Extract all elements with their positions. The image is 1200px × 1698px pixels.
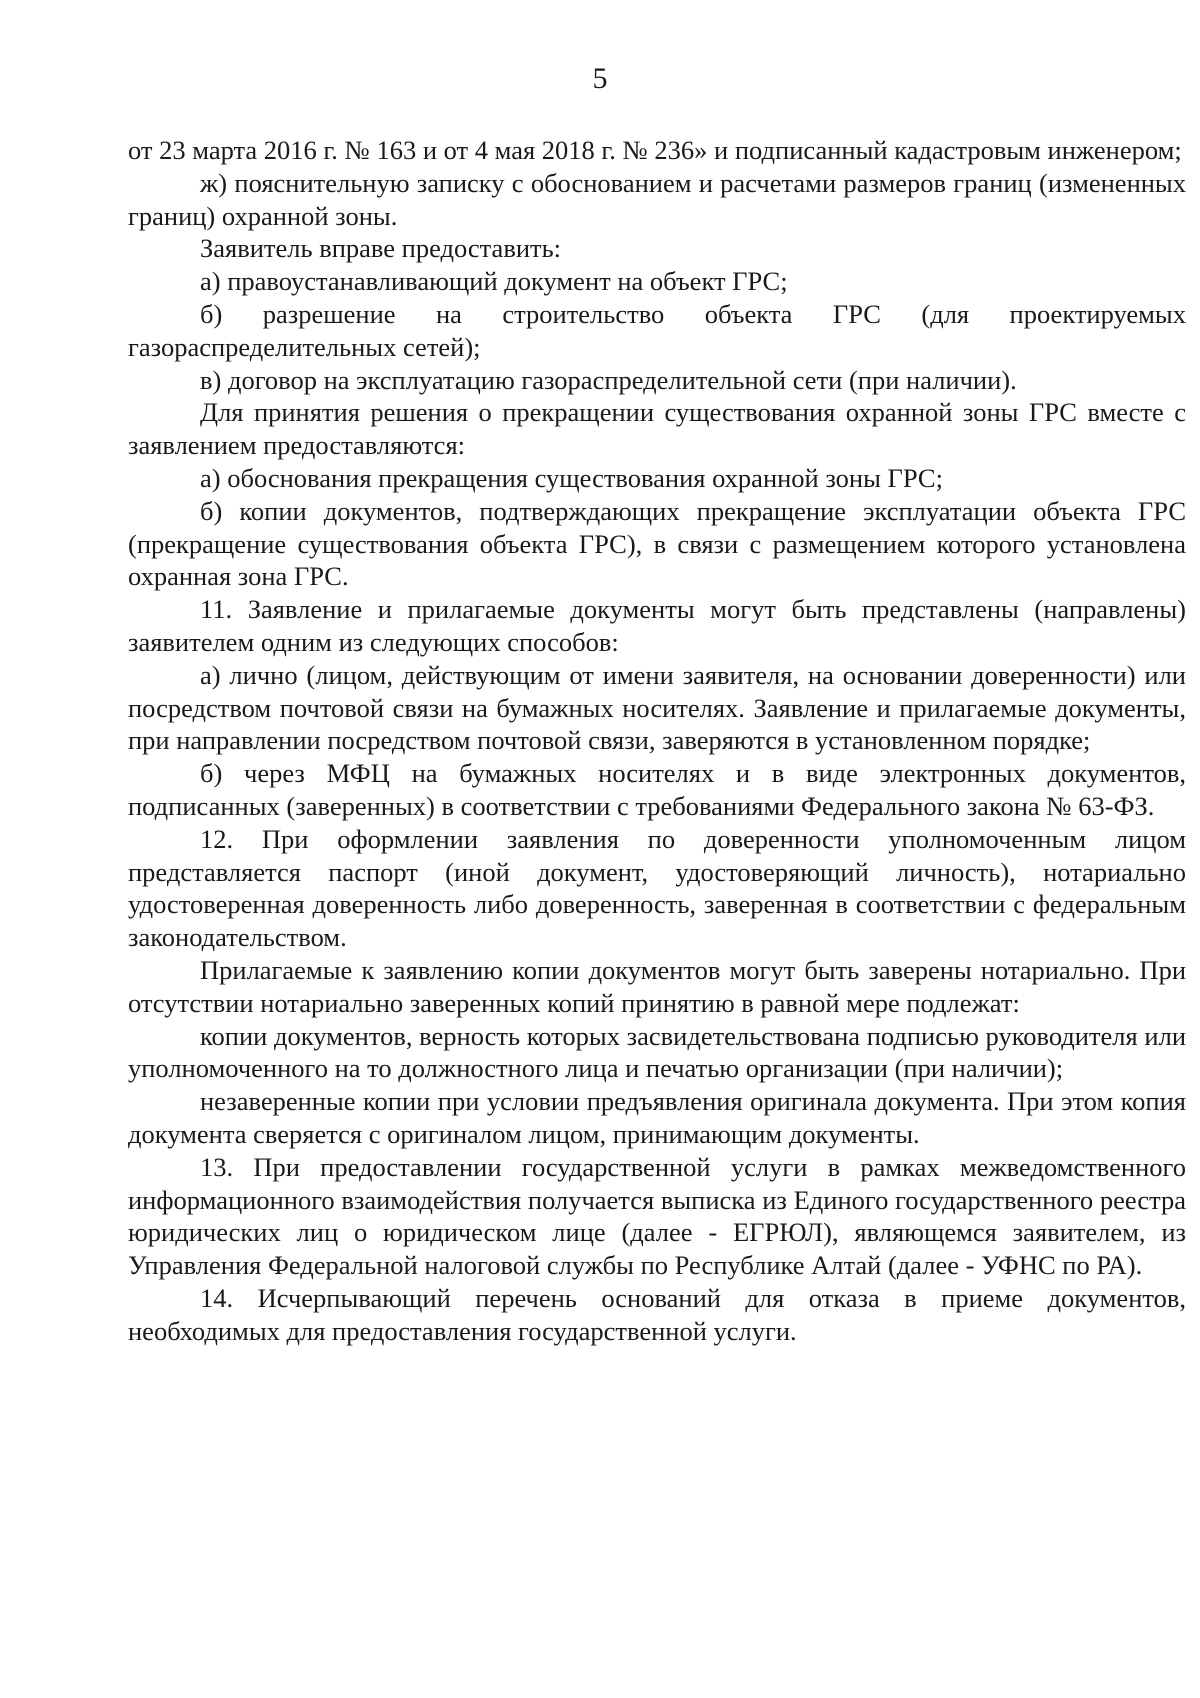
paragraph: Для принятия решения о прекращении существования охранной зоны ГРС вместе с заявлением предоставляются: — [128, 397, 1186, 461]
paragraph: 12. При оформлении заявления по доверенности уполномоченным лицом представляется паспорт (иной документ, удостоверяющий личность), нотариально удостоверенная доверенность либо доверенность, заверенная в соответствии с федеральным законодательством. — [128, 823, 1186, 953]
paragraph: 13. При предоставлении государственной услуги в рамках межведомственного информационного взаимодействия получается выписка из Единого государственного реестра юридических лиц о юридическом лице (далее - ЕГРЮЛ), являющемся заявителем, из Управления Федеральной налоговой службы по Республике Алтай (далее - УФНС по РА). — [128, 1151, 1186, 1281]
paragraph: а) лично (лицом, действующим от имени заявителя, на основании доверенности) или посредством почтовой связи на бумажных носителях. Заявление и прилагаемые документы, при направлении посредством почтовой связи, заверяются в установленном порядке; — [128, 659, 1186, 756]
paragraph: б) разрешение на строительство объекта ГРС (для проектируемых газораспределительных сетей); — [128, 298, 1186, 362]
paragraph: от 23 марта 2016 г. № 163 и от 4 мая 2018 г. № 236» и подписанный кадастровым инженером; — [128, 135, 1182, 165]
paragraph: 14. Исчерпывающий перечень оснований для отказа в приеме документов, необходимых для предоставления государственной услуги. — [128, 1282, 1186, 1346]
paragraph: Заявитель вправе предоставить: — [200, 233, 562, 264]
paragraph: копии документов, верность которых засвидетельствована подписью руководителя или уполномоченного на то должностного лица и печатью организации (при наличии); — [128, 1020, 1186, 1084]
paragraph: б) копии документов, подтверждающих прекращение эксплуатации объекта ГРС (прекращение существования объекта ГРС), в связи с размещением которого установлена охранная зона ГРС. — [128, 495, 1186, 592]
page-number: 5 — [592, 62, 608, 95]
paragraph: б) через МФЦ на бумажных носителях и в виде электронных документов, подписанных (заверенных) в соответствии с требованиями Федерального закона № 63-ФЗ. — [128, 758, 1186, 821]
paragraph: а) правоустанавливающий документ на объект ГРС; — [200, 266, 788, 297]
paragraph: а) обоснования прекращения существования охранной зоны ГРС; — [200, 462, 943, 493]
paragraph: Прилагаемые к заявлению копии документов могут быть заверены нотариально. При отсутствии нотариально заверенных копий принятию в равной мере подлежат: — [128, 954, 1186, 1018]
paragraph: незаверенные копии при условии предъявления оригинала документа. При этом копия документа сверяется с оригиналом лицом, принимающим документы. — [128, 1086, 1186, 1149]
paragraph: 11. Заявление и прилагаемые документы могут быть представлены (направлены) заявителем одним из следующих способов: — [128, 594, 1186, 657]
paragraph: в) договор на эксплуатацию газораспределительной сети (при наличии). — [200, 364, 1017, 395]
document-body — [128, 134, 1186, 1347]
paragraph: ж) пояснительную записку с обоснованием и расчетами размеров границ (измененных границ) охранной зоны. — [128, 167, 1186, 231]
